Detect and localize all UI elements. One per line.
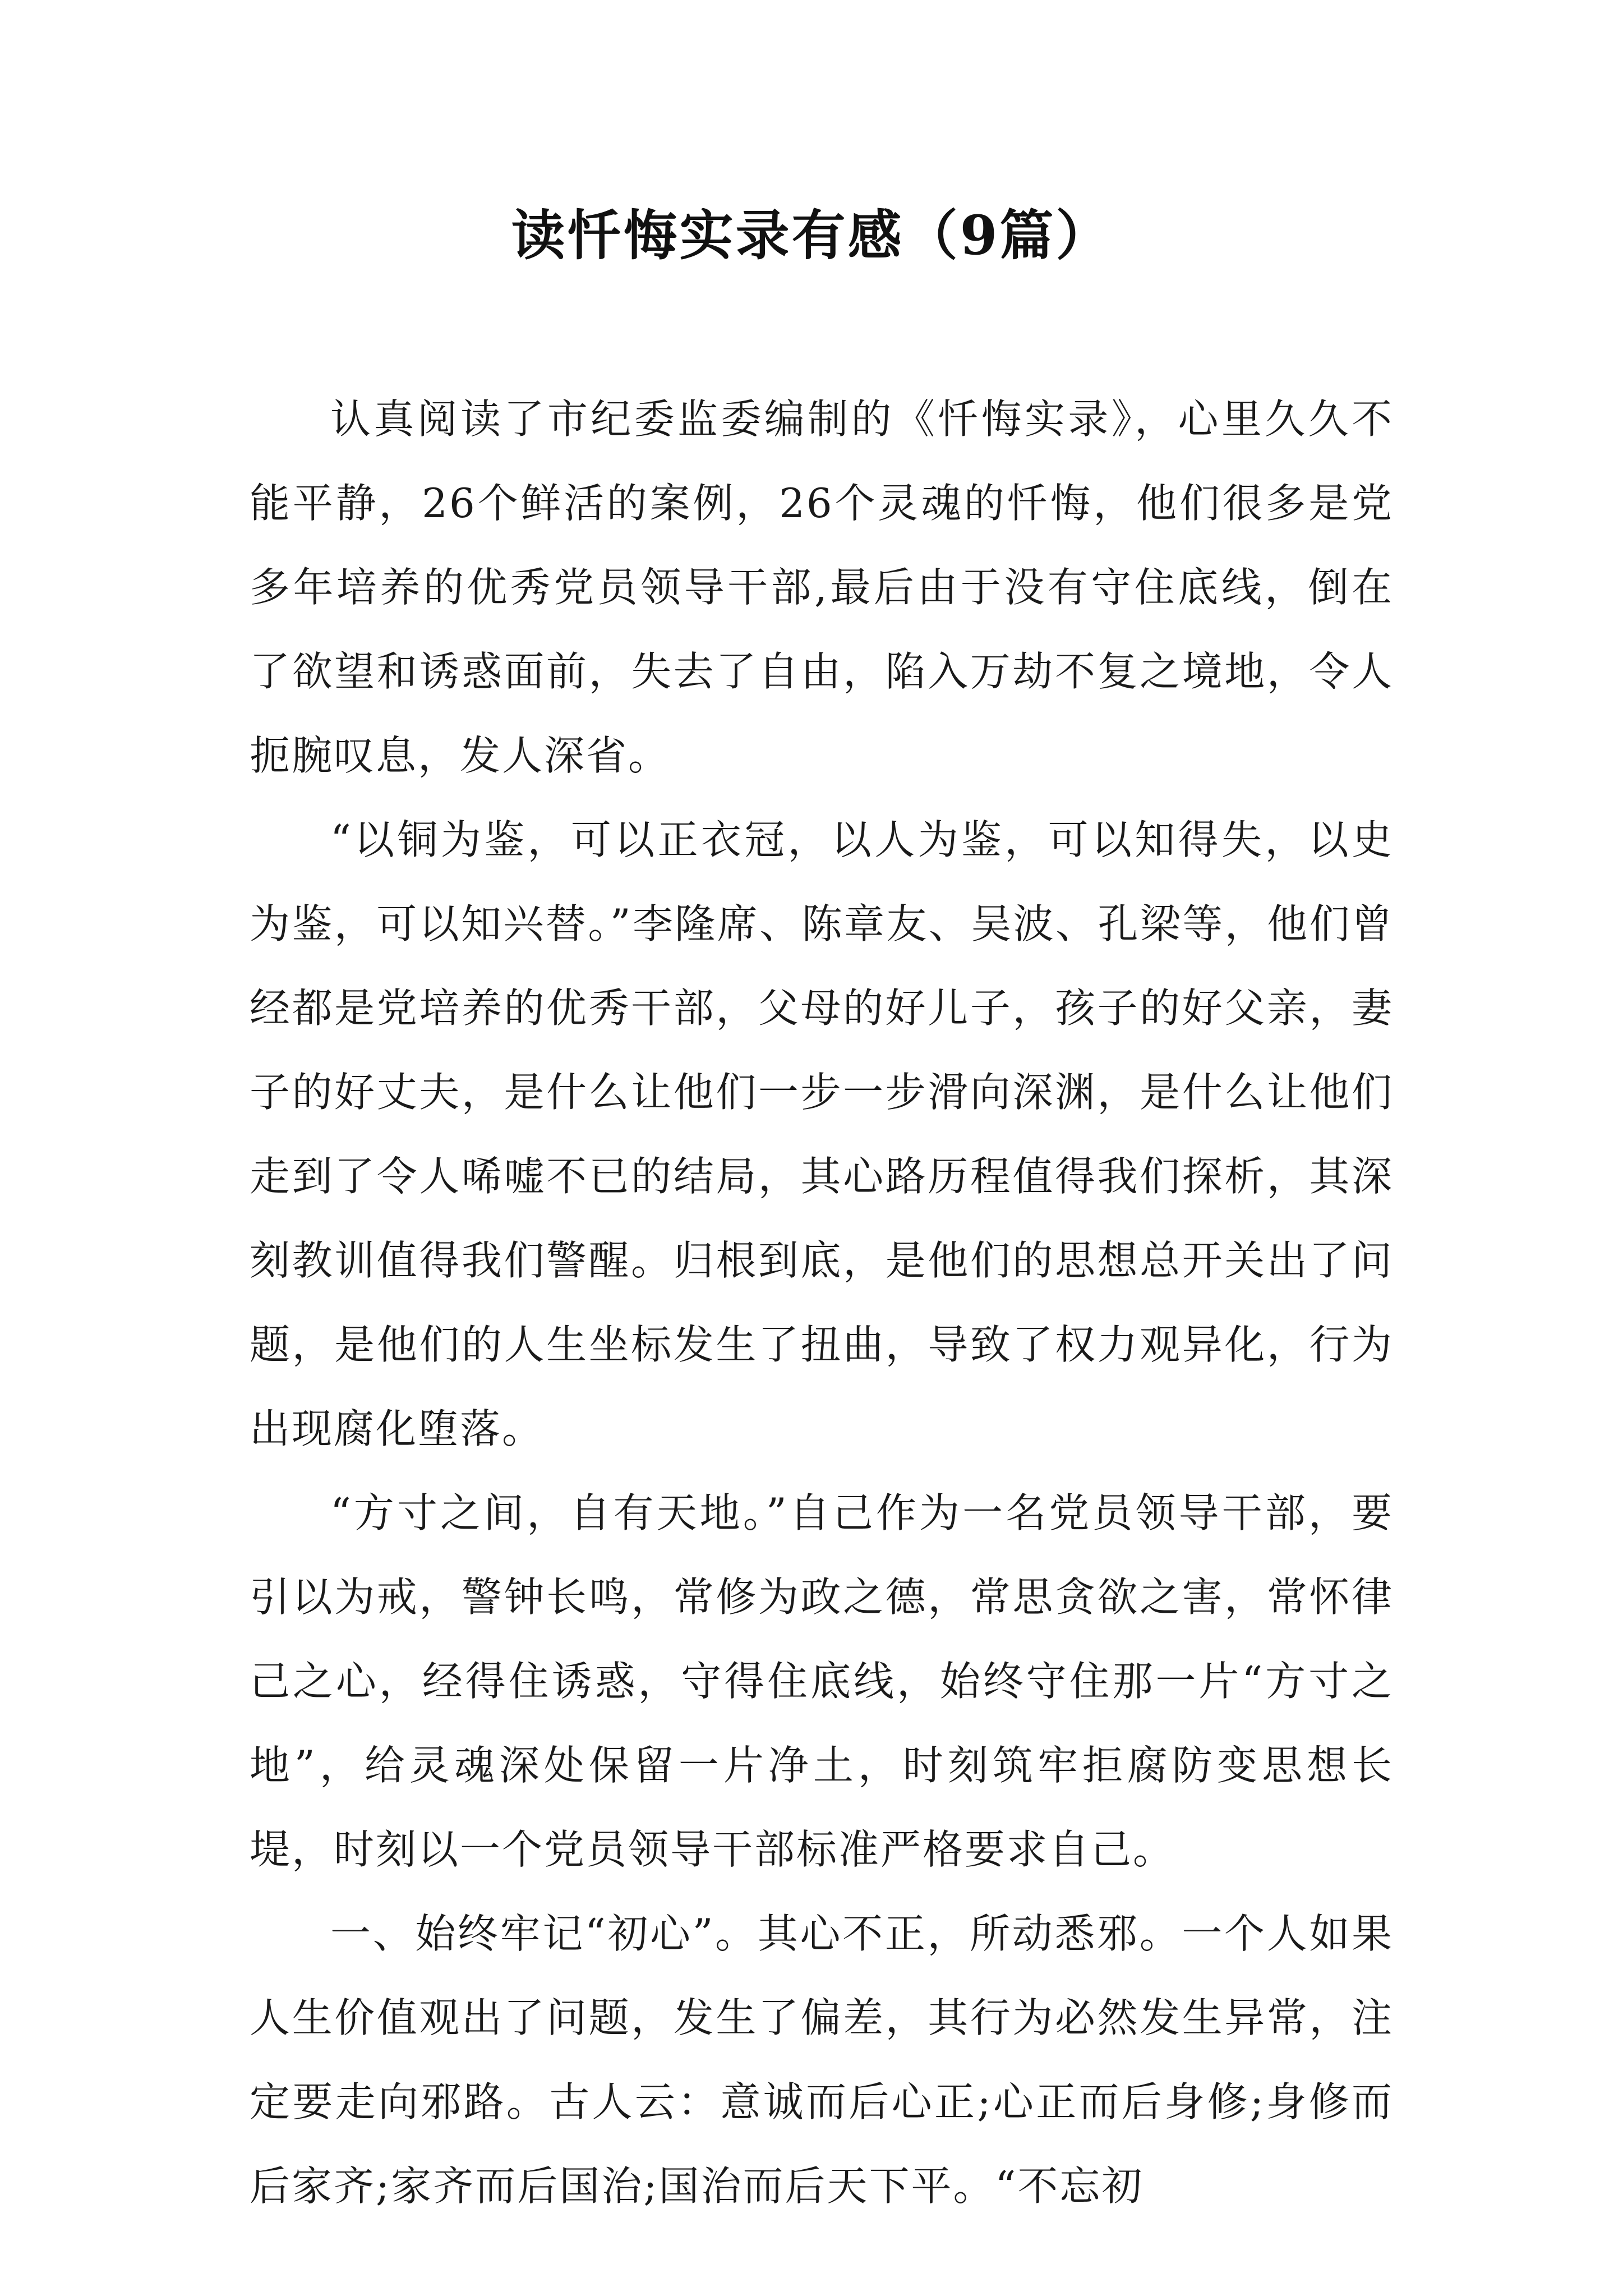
paragraph-3: “方寸之间，自有天地。”自己作为一名党员领导干部，要引以为戒，警钟长鸣，常修为政之德，常思贪欲之害，常怀律己之心，经得住诱惑，守得住底线，始终守住那一片“方寸之地”，给灵魂深处保留一片净土，时刻筑牢拒腐防变思想长堤，时刻以一个党员领导干部标准严格要求自己。 xyxy=(250,1489,1394,1873)
document-title: 读忏悔实录有感（9篇） xyxy=(511,204,1112,267)
paragraph-2: “以铜为鉴，可以正衣冠，以人为鉴，可以知得失，以史为鉴，可以知兴替。”李隆席、陈章友、吴波、孔梁等，他们曾经都是党培养的优秀干部，父母的好儿子，孩子的好父亲，妻子的好丈夫，是什么让他们一步一步滑向深渊，是什么让他们走到了令人唏嘘不已的结局，其心路历程值得我们探析，其深刻教训值得我们警醒。归根到底，是他们的思想总开关出了问题，是他们的人生坐标发生了扭曲，导致了权力观异化，行为出现腐化堕落。 xyxy=(250,816,1394,1452)
document-body xyxy=(250,377,1394,2228)
paragraph-4: 一、始终牢记“初心”。其心不正，所动悉邪。一个人如果人生价值观出了问题，发生了偏差，其行为必然发生异常，注定要走向邪路。古人云：意诚而后心正;心正而后身修;身修而后家齐;家齐而后国治;国治而后天下平。“不忘初 xyxy=(250,1910,1394,2210)
paragraph-1: 认真阅读了市纪委监委编制的《忏悔实录》，心里久久不能平静，26个鲜活的案例，26个灵魂的忏悔，他们很多是党多年培养的优秀党员领导干部,最后由于没有守住底线，倒在了欲望和诱惑面前，失去了自由，陷入万劫不复之境地，令人扼腕叹息，发人深省。 xyxy=(250,395,1394,779)
